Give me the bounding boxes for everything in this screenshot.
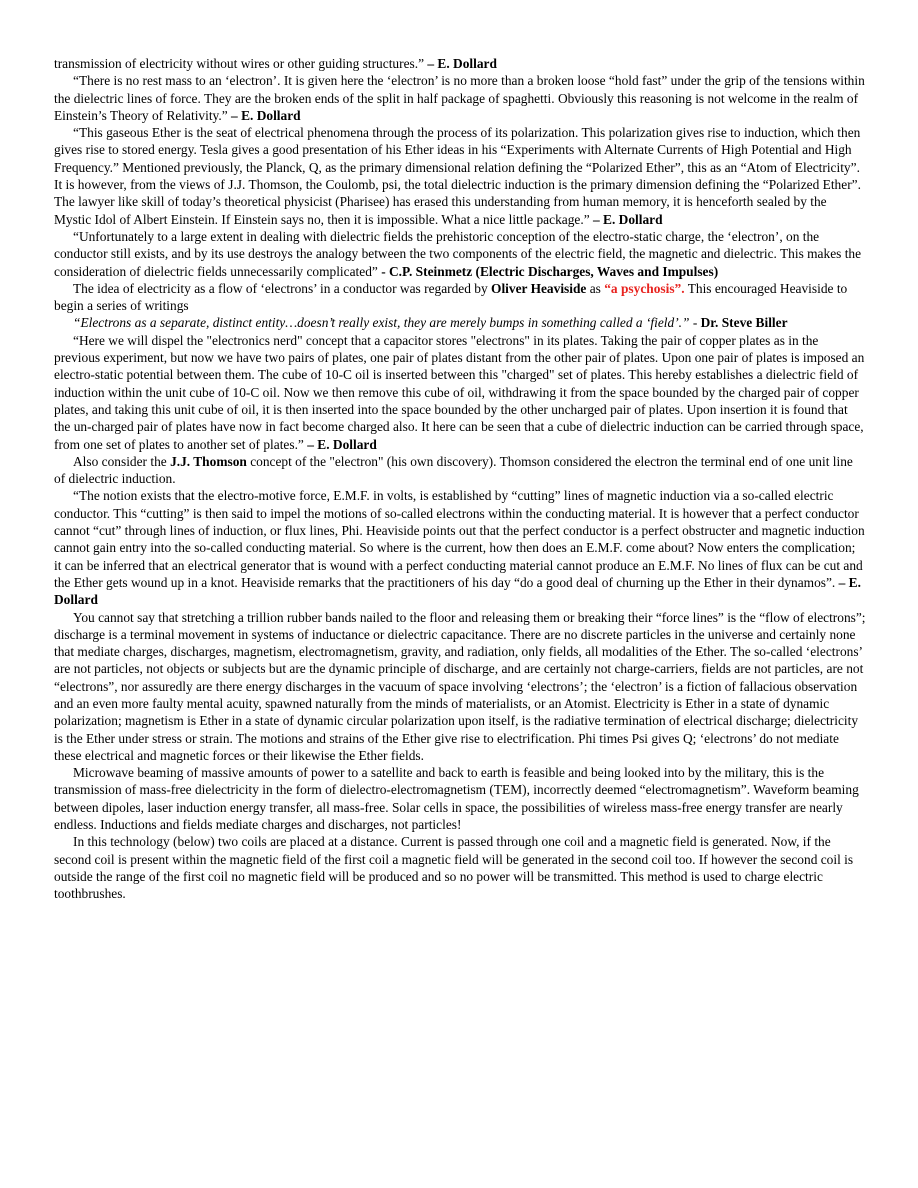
- text-run: “Here we will dispel the "electronics nerd" concept that a capacitor stores "electrons" in its plates. Taking the pair of copper plates as in the previous experiment, but now we have two pairs of plates, one pair of plates distant from the other pair of plates. Upon one pair of plates is imposed an electro-static potential between them. The cube of 10-C oil is inserted between this "charged" set of plates. This hereby establishes a dielectric field of induction within the unit cube of 10-C oil. Now we then remove this cube of oil, withdrawing it from the space bounded by the charged pair of copper plates, and taking this unit cube of oil, it is then inserted into the space bounded by the other uncharged pair of plates. Upon insertion it is found that the un-charged pair of plates have now in fact become charged also. It here can be seen that a cube of dielectric induction can be carried through space, from one set of plates to another set of plates.”: [54, 332, 865, 452]
- text-run: The idea of electricity as a flow of ‘electrons’ in a conductor was regarded by: [73, 280, 492, 296]
- paragraph-p8: [54, 453, 866, 488]
- text-run: In this technology (below) two coils are placed at a distance. Current is passed through one coil and a magnetic field is generated. Now, if the second coil is present within the magnetic field of the first coil a magnetic field will be generated in the second coil too. If however the second coil is outside the range of the first coil no magnetic field will be produced and so no power will be transmitted. This method is used to charge electric toothbrushes.: [54, 834, 854, 902]
- paragraph-p5: [54, 280, 866, 315]
- highlighted-quote: “a psychosis”.: [604, 280, 685, 296]
- paragraph-p7: [54, 332, 866, 453]
- bold-name: Oliver Heaviside: [491, 280, 587, 296]
- text-run: “This gaseous Ether is the seat of electrical phenomena through the process of its polarization. This polarization gives rise to induction, which then gives rise to stored energy. Tesla gives a good presentation of his Ether ideas in his “Experiments with Alternate Currents of High Potential and High Frequency.” Mentioned previously, the Planck, Q, as the primary dimensional relation defining the “Polarized Ether”, this as an “Atom of Electricity”. It is however, from the views of J.J. Thomson, the Coulomb, psi, the total dielectric induction is the primary dimension defining the “Polarized Ether”. The lawyer like skill of today’s theoretical physicist (Pharisee) has erased this understanding from human memory, it is henceforth sealed by the Mystic Idol of Albert Einstein. If Einstein says no, then it is impossible. What a nice little package.”: [54, 125, 861, 227]
- paragraph-p2: [54, 72, 866, 124]
- bold-name: J.J. Thomson: [170, 453, 247, 469]
- paragraph-p11: [54, 764, 866, 833]
- text-run: Also consider the: [73, 453, 171, 469]
- attribution: – E. Dollard: [427, 56, 497, 71]
- attribution: - C.P. Steinmetz (Electric Discharges, Waves and Impulses): [381, 263, 719, 279]
- text-run: This encouraged Heaviside to begin a series of writings: [54, 280, 848, 314]
- paragraph-p6: [54, 314, 866, 331]
- text-run: -: [689, 315, 701, 331]
- paragraph-p1: [54, 55, 866, 72]
- text-run: You cannot say that stretching a trillion rubber bands nailed to the floor and releasing them or breaking their “force lines” is the “flow of electrons”; discharge is a terminal movement in systems of inductance or dielectric capacitance. There are no discrete particles in the universe and certainly none that mediate charges, discharges, magnetism, electromagnetism, gravity, and radiation, only fields, all modalities of the Ether. The so-called ‘electrons’ are not particles, not objects or subjects but are the dynamic principle of discharge, and are certainly not charge-carriers, fields are not particles, are not “electrons”, nor assuredly are there energy discharges in the vacuum of space involving ‘electrons’; the ‘electron’ is a fiction of fallacious observation and an even more faulty mental acuity, spawned naturally from the minds of materialists, or an Atomist. Electricity is Ether in a state of dynamic polarization; magnetism is Ether in a state of dynamic circular polarization upon itself, is the radiative termination of electrical discharge; dielectricity is the Ether under stress or strain. The motions and strains of the Ether give rise to electrification. Phi times Psi gives Q; ‘electrons’ do not mediate these electrical and magnetic forces or their likewise the Ether fields.: [54, 609, 866, 763]
- text-run: concept of the "electron" (his own discovery). Thomson considered the electron the terminal end of one unit line of dielectric induction.: [54, 453, 853, 487]
- text-run: “There is no rest mass to an ‘electron’. It is given here the ‘electron’ is no more than a broken loose “hold fast” under the grip of the tensions within the dielectric lines of force. They are the broken ends of the split in half package of spaghetti. Obviously this reasoning is not welcome in the realm of Einstein’s Theory of Relativity.”: [54, 73, 865, 123]
- text-run: as: [586, 280, 605, 296]
- paragraph-p3: [54, 124, 866, 228]
- text-run: Microwave beaming of massive amounts of power to a satellite and back to earth is feasible and being looked into by the military, this is the transmission of mass-free dielectricity in the form of dielectro-electromagnetism (TEM), incorrectly deemed “electromagnetism”. Waveform beaming between dipoles, laser induction energy transfer, all mass-free. Solar cells in space, the possibilities of wireless mass-free energy transfer are nearly endless. Inductions and fields mediate charges and discharges, not particles!: [54, 765, 859, 833]
- italic-quote: “Electrons as a separate, distinct entity…doesn’t really exist, they are merely bumps in something called a ‘field’.”: [73, 315, 690, 331]
- attribution: – E. Dollard: [231, 107, 301, 123]
- attribution: – E. Dollard: [54, 574, 861, 608]
- paragraph-p9: [54, 487, 866, 608]
- attribution: – E. Dollard: [307, 436, 377, 452]
- text-run: transmission of electricity without wires or other guiding structures.”: [54, 56, 428, 71]
- paragraph-p10: [54, 609, 866, 765]
- text-run: “The notion exists that the electro-motive force, E.M.F. in volts, is established by “cutting” lines of magnetic induction via a so-called electric conductor. This “cutting” is then said to impel the motions of so-called electrons within the conducting material. It is however that a perfect conductor cannot “cut” through lines of induction, or flux lines, Phi. Heaviside points out that the perfect conductor is a perfect obstructer and magnetic induction cannot gain entry into the so-called conducting material. So where is the current, how then does an E.M.F. come about? Now enters the complication; it can be inferred that an electrical generator that is wound with a perfect conducting material cannot produce an E.M.F. No lines of flux can be cut and the Ether gets wound up in a knot. Heaviside remarks that the practitioners of his day “do a good deal of churning up the Ether in their dynamos”.: [54, 488, 865, 590]
- document-body: [54, 55, 866, 903]
- paragraph-p4: [54, 228, 866, 280]
- paragraph-p12: [54, 833, 866, 902]
- text-run: “Unfortunately to a large extent in dealing with dielectric fields the prehistoric conception of the electro-static charge, the ‘electron’, on the conductor still exists, and by its use destroys the analogy between the two components of the electric field, the magnetic and dielectric. This makes the consideration of dielectric fields unnecessarily complicated”: [54, 228, 862, 279]
- attribution: Dr. Steve Biller: [700, 315, 788, 331]
- attribution: – E. Dollard: [593, 211, 663, 227]
